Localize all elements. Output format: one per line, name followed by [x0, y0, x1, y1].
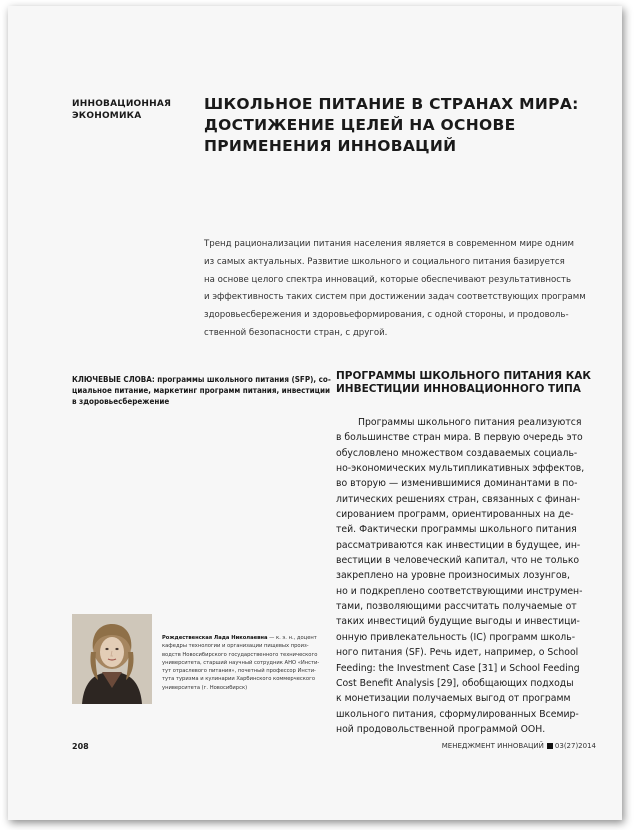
square-separator-icon — [547, 743, 553, 749]
body-line: школьного питания, сформулированных Всемир- — [336, 708, 579, 720]
author-line: университета, старший научный сотрудник АНО «Инсти- — [162, 659, 320, 666]
article-title-line: ПРИМЕНЕНИЯ ИННОВАЦИЙ — [204, 137, 457, 155]
keywords-line: циальное питание, маркетинг программ питания, инвестиции — [72, 386, 331, 396]
author-name: Рождественская Лада Николаевна — [162, 635, 268, 641]
journal-name: МЕНЕДЖМЕНТ ИННОВАЦИЙ — [441, 742, 544, 750]
body-line: тами, позволяющими рассчитать получаемые от — [336, 601, 577, 613]
keywords — [72, 374, 331, 408]
body-line: к монетизации получаемых выгод от программ — [336, 693, 571, 705]
section-heading-line: ПРОГРАММЫ ШКОЛЬНОГО ПИТАНИЯ КАК — [336, 370, 592, 382]
section-label-line: ЭКОНОМИКА — [72, 111, 142, 121]
author-line: — к. э. н., доцент — [269, 635, 317, 641]
body-line: в большинстве стран мира. В первую очередь это — [336, 432, 583, 444]
abstract-line: из самых актуальных. Развитие школьного и социального питания базируется — [204, 256, 565, 267]
keywords-line: КЛЮЧЕВЫЕ СЛОВА: программы школьного питания (SFP), со- — [72, 375, 331, 384]
author-portrait — [72, 614, 152, 704]
author-photo — [72, 614, 152, 704]
body-line: ной продовольственной программой ООН. — [336, 723, 546, 735]
abstract — [204, 236, 584, 343]
author-line: кафедры технологии и организации пищевых произ- — [162, 643, 309, 650]
author-line: водств Новосибирского государственного технического — [162, 651, 318, 658]
body-line: тей. Фактически программы школьного питания — [336, 524, 577, 536]
body-line: вестиции в человеческий капитал, что не только — [336, 555, 580, 567]
body-line: но-экономических мультипликативных эффектов, — [336, 463, 585, 475]
body-line: литических решениях стран, связанных с финан- — [336, 493, 581, 505]
author-line: университета (г. Новосибирск) — [162, 684, 248, 691]
body-line: Cost Benefit Analysis [29], обобщающих подходы — [336, 677, 574, 689]
body-line: онную привлекательность (IC) программ школь- — [336, 631, 576, 643]
abstract-line: на основе целого спектра инноваций, которые обеспечивают результативность — [204, 274, 572, 285]
body-line: рассматриваются как инвестиции в будущее, ин- — [336, 539, 581, 551]
author-line: тут отраслевого питания», почетный профессор Инсти- — [162, 668, 316, 675]
body-line: ного питания (SF). Речь идет, например, о School — [336, 647, 579, 659]
journal-issue: 03(27)2014 — [554, 742, 596, 750]
body-line: но и подкреплено соответствующими инструмен- — [336, 585, 583, 597]
author-line: тута туризма и кулинарии Харбинского коммерческого — [162, 676, 315, 683]
body-line: Программы школьного питания реализуются — [358, 417, 582, 428]
section-label — [72, 98, 192, 122]
body-line: обусловлено множеством создаваемых социаль- — [336, 447, 578, 459]
body-line: закреплено на уровне произносимых лозунгов, — [336, 570, 570, 582]
abstract-line: здоровьесбережения и здоровьеформирования, с одной стороны, и продоволь- — [204, 310, 569, 321]
article-title-line: ДОСТИЖЕНИЕ ЦЕЛЕЙ НА ОСНОВЕ — [204, 116, 516, 134]
body-text — [336, 415, 596, 737]
article-title — [204, 94, 584, 157]
section-heading — [336, 370, 596, 396]
abstract-line: ственной безопасности стран, с другой. — [204, 327, 388, 338]
body-line: Feeding: the Investment Case [31] и School Feeding — [336, 662, 580, 674]
article-title-line: ШКОЛЬНОЕ ПИТАНИЕ В СТРАНАХ МИРА: — [204, 95, 579, 113]
body-line: во вторую — изменившимися доминантами в по- — [336, 478, 578, 490]
abstract-line: и эффективность таких систем при достижении задач соответствующих программ — [204, 292, 586, 303]
section-heading-line: ИНВЕСТИЦИИ ИННОВАЦИОННОГО ТИПА — [336, 383, 581, 395]
keywords-line: в здоровьесбережение — [72, 397, 170, 407]
journal-footer — [442, 742, 596, 750]
body-line: сированием программ, ориентированных на де- — [336, 509, 574, 521]
section-label-line: ИННОВАЦИОННАЯ — [72, 99, 172, 109]
page-number: 208 — [72, 742, 89, 751]
abstract-line: Тренд рационализации питания населения является в современном мире одним — [204, 239, 574, 249]
body-line: таких инвестиций будущие выгоды и инвестици- — [336, 616, 580, 628]
author-info — [162, 634, 332, 692]
